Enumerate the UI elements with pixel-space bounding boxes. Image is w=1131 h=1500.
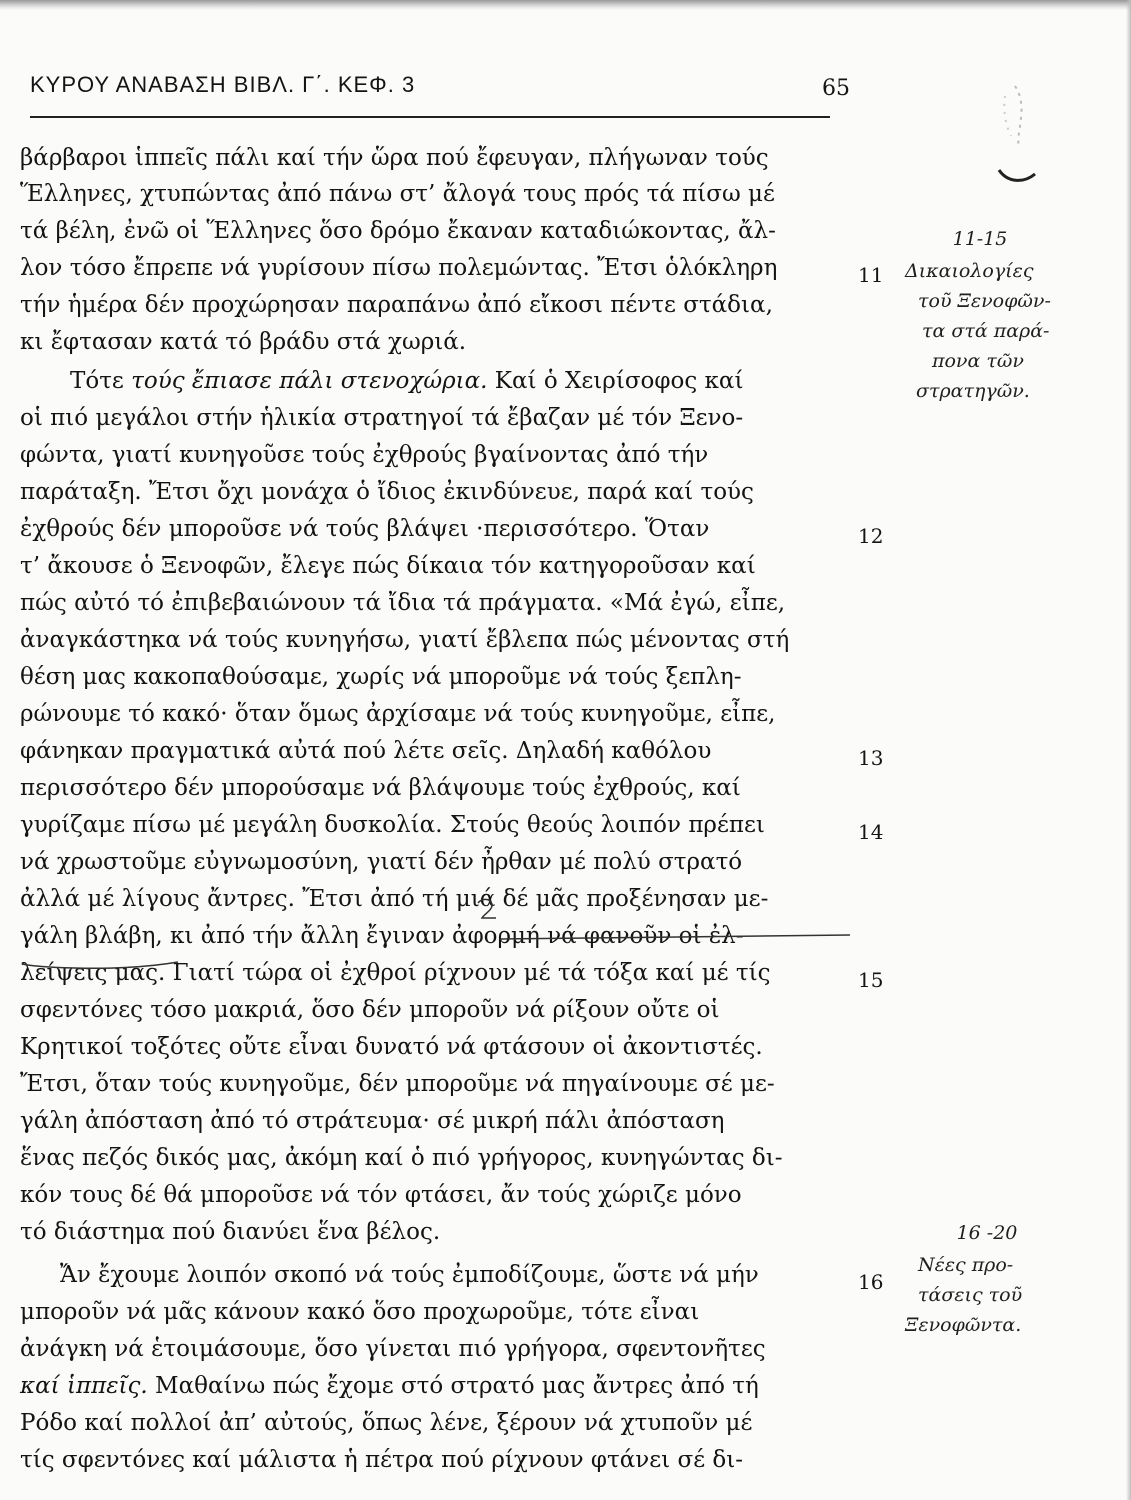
text-line: πώς αὐτό τό ἐπιβεβαιώνουν τά ἴδια τά πράγματα. «Μά ἐγώ, εἶπε, [20, 590, 786, 616]
margin-note-line: Νέες προ- [918, 1254, 1014, 1276]
text-line: Ρόδο καί πολλοί ἀπ’ αὐτούς, ὅπως λένε, ξέρουν νά χτυποῦν μέ [20, 1410, 753, 1436]
text-line: ἀναγκάστηκα νά τούς κυνηγήσω, γιατί ἔβλεπα πώς μένοντας στή [20, 627, 790, 653]
margin-note-range: 16 -20 [956, 1222, 1018, 1244]
text-line: Κρητικοί τοξότες οὔτε εἶναι δυνατό νά φτάσουν οἱ ἀκοντιστές. [20, 1034, 763, 1060]
text-line: γυρίζαμε πίσω μέ μεγάλη δυσκολία. Στούς θεούς λοιπόν πρέπει [20, 812, 765, 838]
underline-mark [22, 962, 178, 968]
text-line: θέση μας κακοπαθούσαμε, χωρίς νά μποροῦμε νά τούς ξεπλη- [20, 664, 742, 690]
text-line: γάλη ἀπόσταση ἀπό τό στράτευμα· σέ μικρή πάλι ἀπόσταση [20, 1108, 725, 1134]
margin-note-range: 11-15 [952, 228, 1008, 250]
text-line: Ἕλληνες, χτυπώντας ἀπό πάνω στ’ ἄλογά τους πρός τά πίσω μέ [20, 181, 775, 207]
margin-note-line: Δικαιολογίες [905, 260, 1034, 282]
text-line: Ἔτσι, ὅταν τούς κυνηγοῦμε, δέν μποροῦμε νά πηγαίνουμε σέ με- [20, 1071, 775, 1097]
text-line: τά βέλη, ἐνῶ οἱ Ἕλληνες ὅσο δρόμο ἔκαναν καταδιώκοντας, ἄλ- [20, 218, 776, 244]
underline-mark [500, 935, 850, 939]
text-line: ἀλλά μέ λίγους ἄντρες. Ἔτσι ἀπό τή μιά δέ μᾶς προξένησαν με- [20, 886, 769, 912]
text-line: ρώνουμε τό κακό· ὅταν ὅμως ἀρχίσαμε νά τούς κυνηγοῦμε, εἶπε, [20, 701, 776, 727]
margin-note-line: στρατηγῶν. [916, 380, 1030, 402]
text-line: τό διάστημα πού διανύει ἕνα βέλος. [20, 1219, 441, 1245]
text-line: παράταξη. Ἔτσι ὄχι μονάχα ὁ ἴδιος ἐκινδύνευε, παρά καί τούς [20, 479, 754, 505]
text-line: φάνηκαν πραγματικά αὐτά πού λέτε σεῖς. Δηλαδή καθόλου [20, 738, 712, 764]
text-line: τ’ ἄκουσε ὁ Ξενοφῶν, ἔλεγε πώς δίκαια τόν κατηγοροῦσαν καί [20, 553, 756, 579]
section-number: 16 [858, 1270, 884, 1294]
text-line: φώντα, γιατί κυνηγοῦσε τούς ἐχθρούς βγαίνοντας ἀπό τήν [20, 442, 709, 468]
text-segment: Καί ὁ Χειρίσοφος καί [487, 368, 744, 394]
text-line: λείψεις μας. Γιατί τώρα οἱ ἐχθροί ρίχνουν μέ τά τόξα καί μέ τίς [20, 960, 771, 986]
text-line: λον τόσο ἔπρεπε νά γυρίσουν πίσω πολεμώντας. Ἔτσι ὁλόκληρη [20, 255, 778, 281]
text-line: περισσότερο δέν μπορούσαμε νά βλάψουμε τούς ἐχθρούς, καί [20, 775, 741, 801]
margin-note-line: πονα τῶν [932, 350, 1024, 372]
text-line: τήν ἡμέρα δέν προχώρησαν παραπάνω ἀπό εἴκοσι πέντε στάδια, [20, 292, 773, 318]
text-line: κι ἔφτασαν κατά τό βράδυ στά χωριά. [20, 329, 467, 355]
margin-note-line: τάσεις τοῦ [918, 1284, 1023, 1306]
italic-segment: καί ἱππεῖς. [20, 1373, 148, 1399]
margin-note-line: Ξενοφῶντα. [905, 1314, 1022, 1336]
margin-note-line: τα στά παρά- [922, 320, 1050, 342]
section-number: 11 [858, 263, 884, 287]
text-line: ἀνάγκη νά ἑτοιμάσουμε, ὅσο γίνεται πιό γρήγορα, σφεντονῆτες [20, 1336, 766, 1362]
page-number: 65 [822, 76, 850, 101]
text-line: νά χρωστοῦμε εὐγνωμοσύνη, γιατί δέν ἦρθαν μέ πολύ στρατό [20, 849, 743, 875]
section-number: 15 [858, 968, 884, 992]
text-segment: Μαθαίνω πώς ἔχομε στό στρατό μας ἄντρες ἀπό τή [147, 1373, 759, 1399]
text-line: ἐχθρούς δέν μποροῦσε νά τούς βλάψει ·περισσότερο. Ὅταν [20, 516, 710, 542]
text-line: κόν τους δέ θά μποροῦσε νά τόν φτάσει, ἄν τούς χώριζε μόνο [20, 1182, 742, 1208]
text-line: οἱ πιό μεγάλοι στήν ἡλικία στρατηγοί τά ἔβαζαν μέ τόν Ξενο- [20, 405, 744, 431]
text-line: γάλη βλάβη, κι ἀπό τήν ἄλλη ἔγιναν ἀφορμή νά φανοῦν οἱ ἐλ- [20, 923, 744, 949]
text-line: ἕνας πεζός δικός μας, ἀκόμη καί ὁ πιό γρήγορος, κυνηγώντας δι- [20, 1145, 783, 1171]
handwritten-mark [478, 899, 496, 918]
text-segment: Τότε [70, 368, 132, 394]
section-number: 14 [858, 820, 884, 844]
text-line: τίς σφεντόνες καί μάλιστα ἡ πέτρα πού ρίχνουν φτάνει σέ δι- [20, 1447, 744, 1473]
text-line: Ἄν ἔχουμε λοιπόν σκοπό νά τούς ἐμποδίζουμε, ὥστε νά μήν [60, 1262, 759, 1288]
text-line: σφεντόνες τόσο μακριά, ὅσο δέν μποροῦν νά ρίξουν οὔτε οἱ [20, 997, 720, 1023]
text-line: βάρβαροι ἱππεῖς πάλι καί τήν ὥρα πού ἔφευγαν, πλήγωναν τούς [20, 145, 769, 171]
section-number: 12 [858, 524, 884, 548]
text-line: μποροῦν νά μᾶς κάνουν κακό ὅσο προχωροῦμε, τότε εἶναι [20, 1299, 700, 1325]
running-head-title: ΚΥΡΟΥ ΑΝΑΒΑΣΗ ΒΙΒΛ. Γ΄. ΚΕΦ. 3 [30, 72, 416, 97]
margin-note-line: τοῦ Ξενοφῶν- [918, 290, 1051, 312]
italic-segment: τούς ἔπιασε πάλι στενοχώρια. [131, 368, 488, 394]
section-number: 13 [858, 746, 884, 770]
